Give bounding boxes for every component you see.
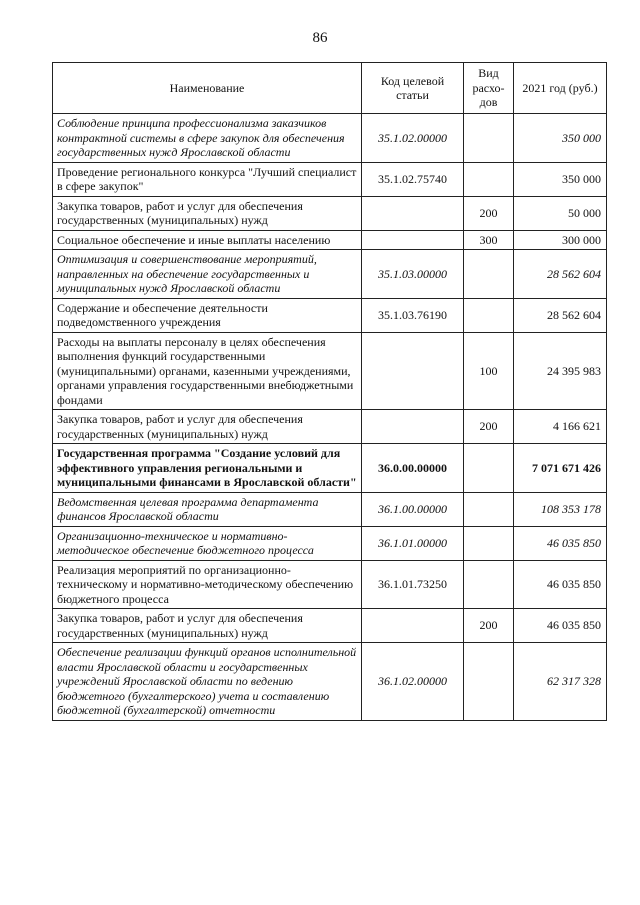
row-type <box>464 560 514 609</box>
row-code <box>362 230 464 250</box>
row-type <box>464 526 514 560</box>
table-row <box>53 609 607 643</box>
table-row <box>53 250 607 299</box>
row-amount: 46 035 850 <box>514 560 607 609</box>
table-header-row <box>53 63 607 114</box>
row-type <box>464 444 514 493</box>
header-code: Код целевой статьи <box>362 63 464 114</box>
table-row <box>53 298 607 332</box>
table-row <box>53 410 607 444</box>
row-name: Обеспечение реализации функций органов исполнительной власти Ярославской области и государственных учреждений Ярославской области по ведению бюджетного (бухгалтерского) учета и составлению бюджетной (бухгалтерской) отчетности <box>53 643 362 721</box>
row-amount: 350 000 <box>514 162 607 196</box>
row-amount: 28 562 604 <box>514 298 607 332</box>
row-name: Закупка товаров, работ и услуг для обеспечения государственных (муниципальных) нужд <box>53 609 362 643</box>
row-name: Оптимизация и совершенствование мероприятий, направленных на обеспечение государственных и муниципальных нужд Ярославской области <box>53 250 362 299</box>
row-name: Расходы на выплаты персоналу в целях обеспечения выполнения функций государственными (муниципальными) органами, казенными учреждениями, органами управления государственными внебюджетными фондами <box>53 332 362 410</box>
row-amount: 24 395 983 <box>514 332 607 410</box>
table-row <box>53 114 607 163</box>
row-amount: 28 562 604 <box>514 250 607 299</box>
table-row <box>53 230 607 250</box>
row-name: Закупка товаров, работ и услуг для обеспечения государственных (муниципальных) нужд <box>53 410 362 444</box>
row-code <box>362 609 464 643</box>
row-amount: 300 000 <box>514 230 607 250</box>
row-type <box>464 162 514 196</box>
row-type: 200 <box>464 410 514 444</box>
row-name: Организационно-техническое и нормативно-методическое обеспечение бюджетного процесса <box>53 526 362 560</box>
row-type <box>464 643 514 721</box>
row-code: 36.0.00.00000 <box>362 444 464 493</box>
row-name: Ведомственная целевая программа департамента финансов Ярославской области <box>53 492 362 526</box>
row-code <box>362 196 464 230</box>
row-name: Социальное обеспечение и иные выплаты населению <box>53 230 362 250</box>
row-amount: 50 000 <box>514 196 607 230</box>
row-amount: 46 035 850 <box>514 526 607 560</box>
table-row <box>53 162 607 196</box>
header-amount: 2021 год (руб.) <box>514 63 607 114</box>
row-type: 200 <box>464 609 514 643</box>
row-code: 36.1.01.00000 <box>362 526 464 560</box>
table-row <box>53 196 607 230</box>
row-amount: 62 317 328 <box>514 643 607 721</box>
row-type: 300 <box>464 230 514 250</box>
row-code <box>362 410 464 444</box>
row-amount: 7 071 671 426 <box>514 444 607 493</box>
header-name: Наименование <box>53 63 362 114</box>
header-type: Вид расхо-дов <box>464 63 514 114</box>
row-name: Соблюдение принципа профессионализма заказчиков контрактной системы в сфере закупок для обеспечения государственных нужд Ярославской области <box>53 114 362 163</box>
row-name: Проведение регионального конкурса "Лучший специалист в сфере закупок" <box>53 162 362 196</box>
row-code: 35.1.03.00000 <box>362 250 464 299</box>
row-name: Государственная программа "Создание условий для эффективного управления региональными и муниципальными финансами в Ярославской области" <box>53 444 362 493</box>
row-code: 36.1.02.00000 <box>362 643 464 721</box>
row-code: 35.1.03.76190 <box>362 298 464 332</box>
row-amount: 4 166 621 <box>514 410 607 444</box>
table-row <box>53 444 607 493</box>
row-type: 100 <box>464 332 514 410</box>
row-amount: 46 035 850 <box>514 609 607 643</box>
row-code: 35.1.02.75740 <box>362 162 464 196</box>
row-name: Закупка товаров, работ и услуг для обеспечения государственных (муниципальных) нужд <box>53 196 362 230</box>
budget-table <box>52 62 607 721</box>
row-code: 36.1.01.73250 <box>362 560 464 609</box>
table-row <box>53 560 607 609</box>
row-name: Реализация мероприятий по организационно-техническому и нормативно-методическому обеспечению бюджетного процесса <box>53 560 362 609</box>
row-code <box>362 332 464 410</box>
row-code: 36.1.00.00000 <box>362 492 464 526</box>
row-name: Содержание и обеспечение деятельности подведомственного учреждения <box>53 298 362 332</box>
page-number: 86 <box>312 30 328 46</box>
row-type <box>464 250 514 299</box>
row-amount: 108 353 178 <box>514 492 607 526</box>
row-type <box>464 298 514 332</box>
row-amount: 350 000 <box>514 114 607 163</box>
table-row <box>53 332 607 410</box>
table-row <box>53 492 607 526</box>
row-type <box>464 492 514 526</box>
row-type <box>464 114 514 163</box>
table-row <box>53 643 607 721</box>
row-code: 35.1.02.00000 <box>362 114 464 163</box>
row-type: 200 <box>464 196 514 230</box>
table-row <box>53 526 607 560</box>
